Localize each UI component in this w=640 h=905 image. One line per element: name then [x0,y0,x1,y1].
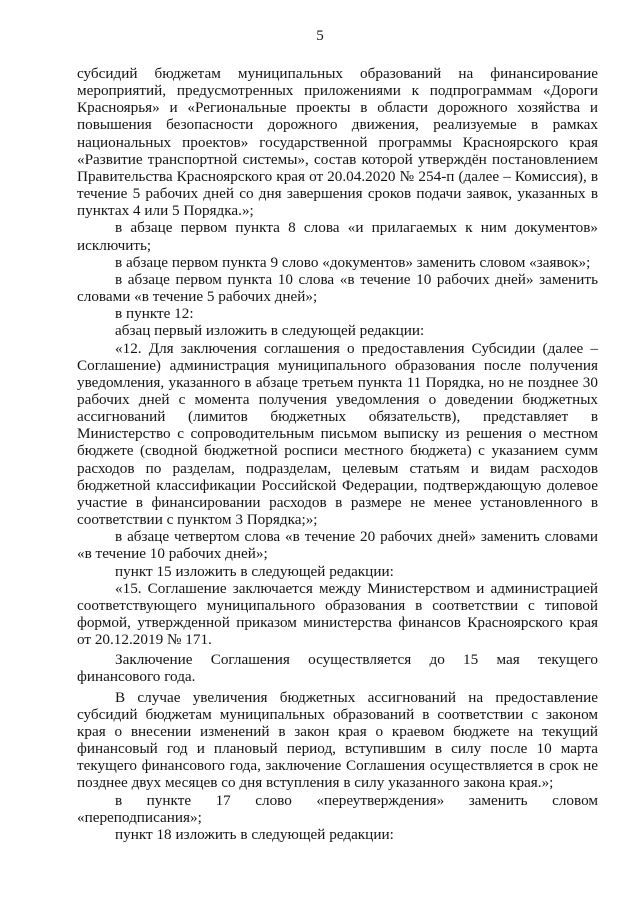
paragraph: в абзаце четвертом слова «в течение 20 рабочих дней» заменить словами «в течение 10 рабочих дней»; [77,528,598,563]
paragraph: в пункте 12: [115,305,194,323]
paragraph: «15. Соглашение заключается между Министерством и администрацией соответствующего муниципального образования в соответствии с типовой формой, утвержденной приказом министерства финансов Красноярского края от 20.12.2019 № 171. [77,579,598,649]
paragraph: субсидий бюджетам муниципальных образований на финансирование мероприятий, предусмотренных приложениями к подпрограммам «Дороги Красноярья» и «Региональные проекты в области дорожного хозяйства и повышения безопасности дорожного движения, реализуемые в рамках национальных проектов» государственной программы Красноярского края «Развитие транспортной системы», состав которой утверждён постановлением Правительства Красноярского края от 20.04.2020 № 254-п (далее – Комиссия), в течение 5 рабочих дней со дня завершения сроков подачи заявок, указанных в пунктах 4 или 5 Порядка.»; [77,65,598,220]
paragraph: пункт 15 изложить в следующей редакции: [115,562,394,580]
paragraph: абзац первый изложить в следующей редакции: [115,322,425,340]
paragraph: Заключение Соглашения осуществляется до 15 мая текущего финансового года. [77,651,598,686]
paragraph: «12. Для заключения соглашения о предоставления Субсидии (далее – Соглашение) администрация муниципального образования после получения уведомления, указанного в абзаце третьем пункта 11 Порядка, но не позднее 30 рабочих дней с момента получения уведомления о доведении бюджетных ассигнований (лимитов бюджетных обязательств), представляет в Министерство с сопроводительным письмом выписку из решения о местном бюджете (сводной бюджетной росписи местного бюджета) с указанием сумм расходов по разделам, подразделам, целевым статьям и видам расходов бюджетной классификации Российской Федерации, подтверждающую долевое участие в финансировании расходов в размере не менее установленного в соответствии с пунктом 3 Порядка;»; [77,339,598,529]
paragraph: в абзаце первом пункта 8 слова «и прилагаемых к ним документов» исключить; [77,219,598,254]
paragraph: в абзаце первом пункта 10 слова «в течение 10 рабочих дней» заменить словами «в течение 5 рабочих дней»; [77,270,598,306]
paragraph: пункт 18 изложить в следующей редакции: [115,825,394,843]
document-body [77,65,598,843]
paragraph: В случае увеличения бюджетных ассигнований на предоставление субсидий бюджетам муниципальных образований в соответствии с законом края о внесении изменений в закон края о краевом бюджете на текущий финансовый год и плановый период, вступившим в силу после 10 марта текущего финансового года, заключение Соглашения осуществляется в срок не позднее двух месяцев со дня вступления в силу указанного закона края.»; [77,688,598,792]
paragraph: в абзаце первом пункта 9 слово «документов» заменить словом «заявок»; [115,253,591,271]
page-number: 5 [316,28,324,44]
paragraph: в пункте 17 слово «переутверждения» заменить словом «переподписания»; [77,791,598,826]
